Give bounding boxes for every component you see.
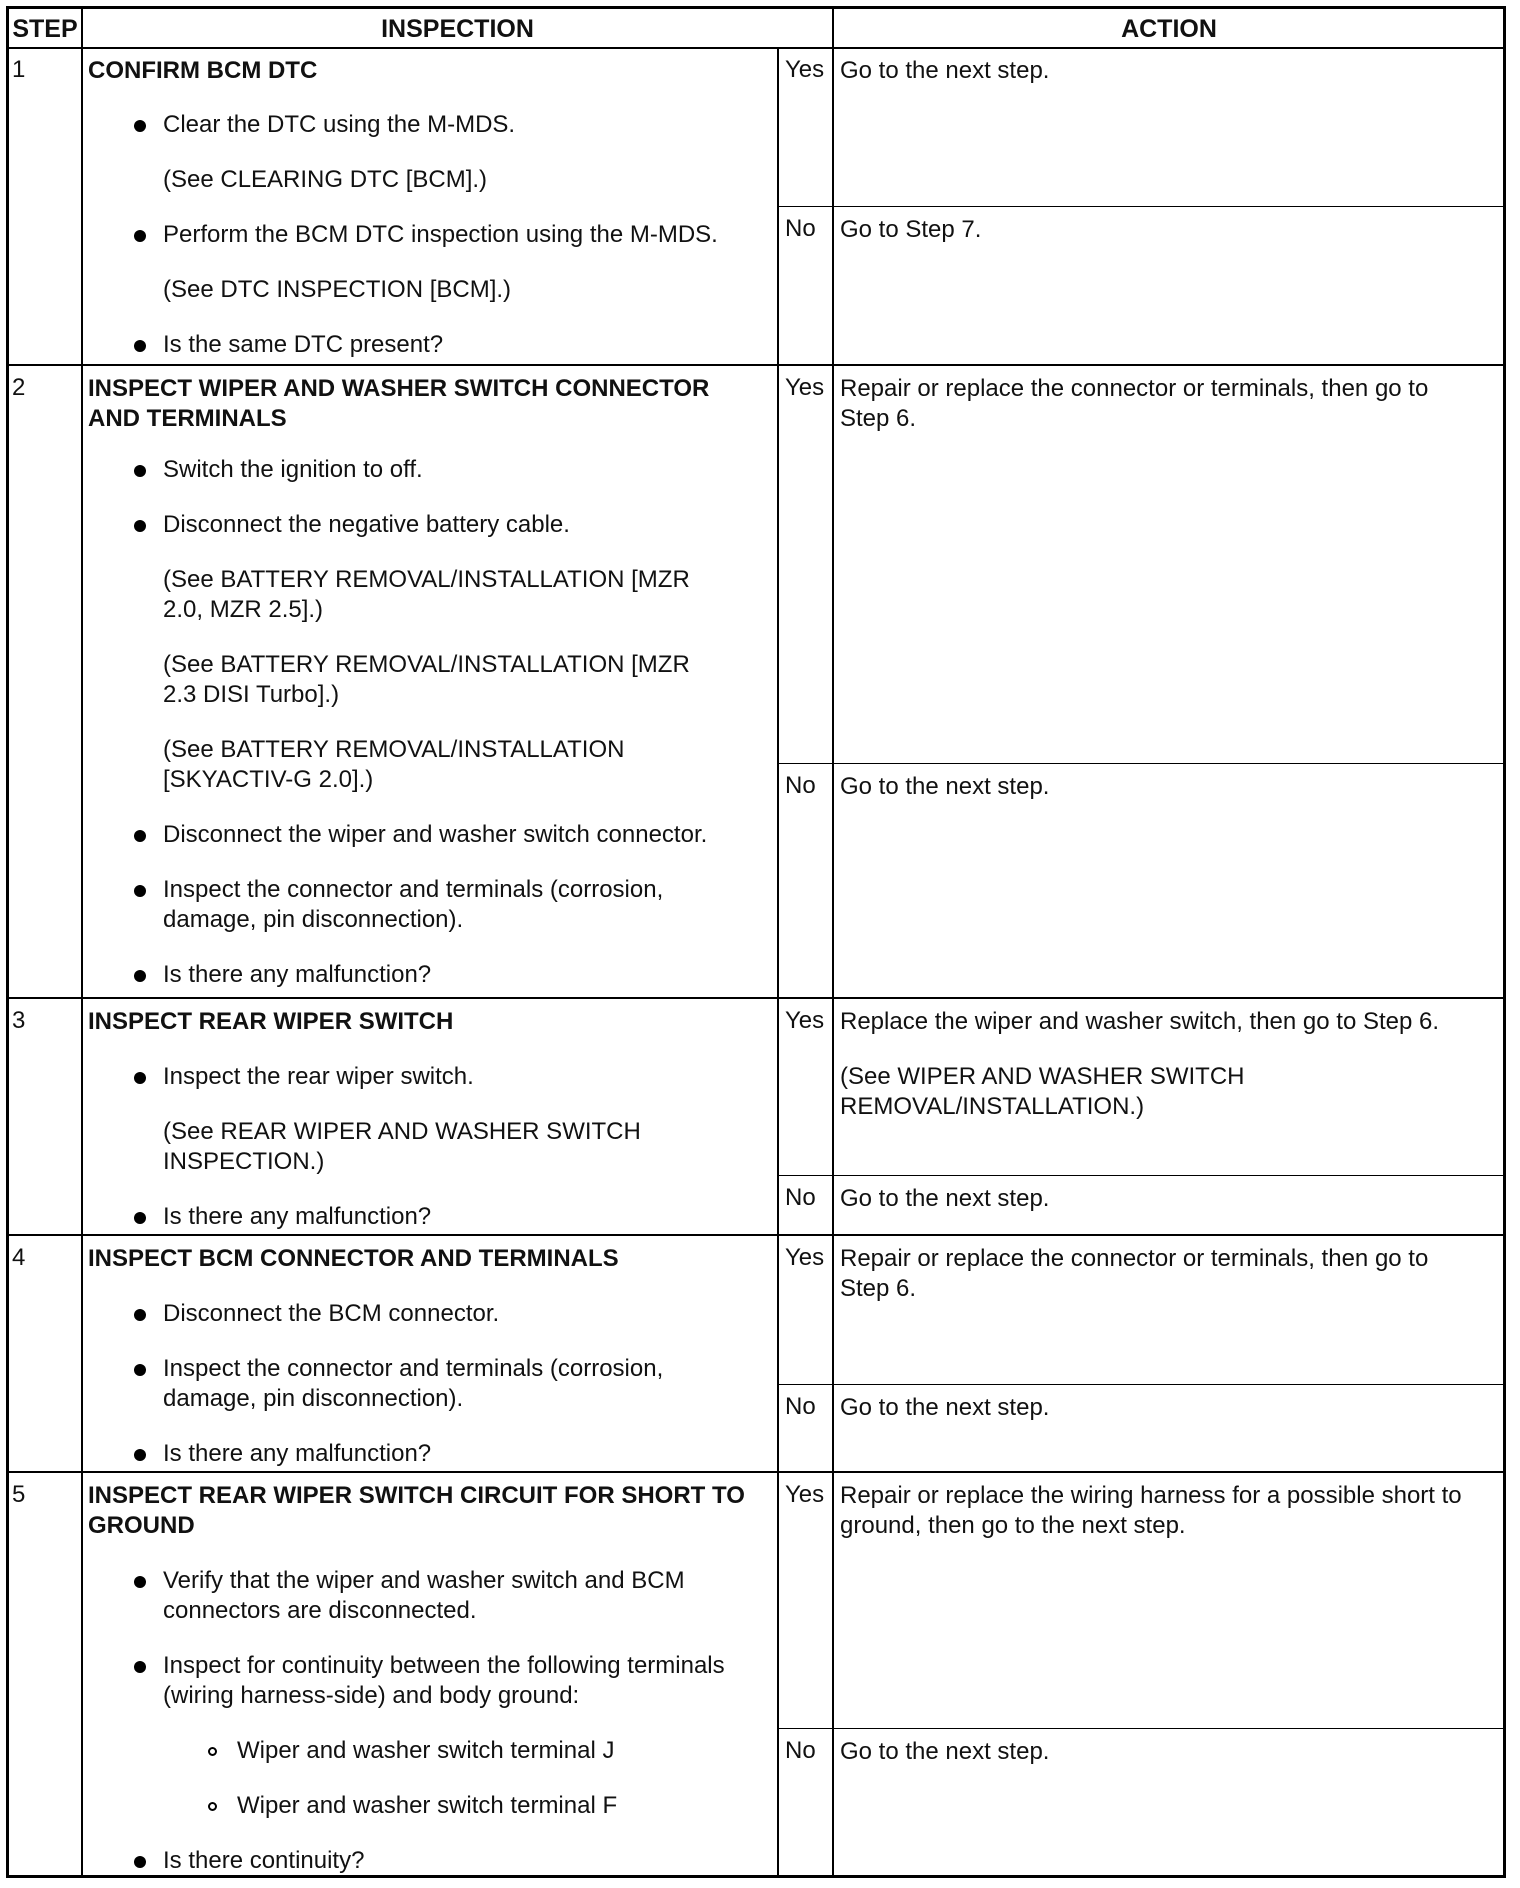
yes-action: Repair or replace the connector or terminals, then go to	[840, 375, 1429, 402]
step-item: (See DTC INSPECTION [BCM].)	[163, 276, 512, 303]
bullet-icon	[134, 465, 146, 477]
no-action: Go to the next step.	[840, 773, 1050, 800]
step-title: GROUND	[88, 1512, 195, 1539]
step-item: (See BATTERY REMOVAL/INSTALLATION [MZR	[163, 651, 690, 678]
bullet-icon	[134, 1072, 146, 1084]
step-item: 2.3 DISI Turbo].)	[163, 681, 340, 708]
yes-label: Yes	[785, 374, 825, 401]
step-item: Disconnect the negative battery cable.	[163, 511, 570, 538]
step-item: Inspect the rear wiper switch.	[163, 1063, 474, 1090]
step-item: Verify that the wiper and washer switch and BCM	[163, 1567, 685, 1594]
step-item: (See CLEARING DTC [BCM].)	[163, 166, 488, 193]
yes-label: Yes	[785, 1244, 825, 1271]
bullet-icon	[134, 1309, 146, 1321]
yes-action: REMOVAL/INSTALLATION.)	[840, 1093, 1145, 1120]
yes-action: Step 6.	[840, 405, 917, 432]
step-item: Perform the BCM DTC inspection using the M-MDS.	[163, 221, 718, 248]
row-divider	[6, 364, 1506, 366]
step-item: Is there any malfunction?	[163, 1203, 432, 1230]
no-label: No	[785, 215, 816, 242]
step-item: Is there continuity?	[163, 1847, 365, 1874]
header-inspection: INSPECTION	[381, 15, 534, 43]
row-divider	[6, 997, 1506, 999]
header-step: STEP	[12, 15, 78, 43]
step-item: connectors are disconnected.	[163, 1597, 477, 1624]
yes-action: ground, then go to the next step.	[840, 1512, 1186, 1539]
row-divider	[6, 1234, 1506, 1236]
step-item: damage, pin disconnection).	[163, 1385, 464, 1412]
step-item: Inspect the connector and terminals (corrosion,	[163, 1355, 664, 1382]
step-title: INSPECT REAR WIPER SWITCH	[88, 1008, 454, 1035]
bullet-icon	[134, 970, 146, 982]
step-title: INSPECT REAR WIPER SWITCH CIRCUIT FOR SHORT TO	[88, 1482, 745, 1509]
step-item: (wiring harness-side) and body ground:	[163, 1682, 580, 1709]
yes-action: Replace the wiper and washer switch, then go to Step 6.	[840, 1008, 1440, 1035]
col-divider-yesno	[777, 47, 779, 1878]
bullet-icon	[134, 520, 146, 532]
step-item: 2.0, MZR 2.5].)	[163, 596, 324, 623]
bullet-icon	[134, 885, 146, 897]
bullet-icon	[134, 1364, 146, 1376]
step-item: Is there any malfunction?	[163, 1440, 432, 1467]
bullet-icon	[134, 830, 146, 842]
step-item: Inspect for continuity between the following terminals	[163, 1652, 725, 1679]
step-title: INSPECT BCM CONNECTOR AND TERMINALS	[88, 1245, 619, 1272]
no-label: No	[785, 1737, 816, 1764]
yes-no-divider	[777, 763, 1506, 764]
no-action: Go to the next step.	[840, 1738, 1050, 1765]
step-item: Clear the DTC using the M-MDS.	[163, 111, 516, 138]
yes-no-divider	[777, 1728, 1506, 1729]
step-number: 4	[12, 1244, 26, 1271]
header-action: ACTION	[1121, 15, 1217, 43]
yes-action: Repair or replace the wiring harness for a possible short to	[840, 1482, 1462, 1509]
no-action: Go to the next step.	[840, 1394, 1050, 1421]
step-item: Inspect the connector and terminals (corrosion,	[163, 876, 664, 903]
step-number: 3	[12, 1007, 26, 1034]
yes-action: Go to the next step.	[840, 57, 1050, 84]
step-item: (See BATTERY REMOVAL/INSTALLATION	[163, 736, 625, 763]
step-item: INSPECTION.)	[163, 1148, 325, 1175]
header-divider	[6, 47, 1506, 49]
step-item: (See REAR WIPER AND WASHER SWITCH	[163, 1118, 641, 1145]
step-title: CONFIRM BCM DTC	[88, 57, 318, 84]
bullet-icon	[134, 1661, 146, 1673]
step-item: Disconnect the wiper and washer switch connector.	[163, 821, 708, 848]
no-action: Go to the next step.	[840, 1185, 1050, 1212]
col-divider-action	[832, 6, 834, 1878]
no-label: No	[785, 1393, 816, 1420]
bullet-icon	[134, 1449, 146, 1461]
sub-bullet-icon	[208, 1802, 217, 1811]
bullet-icon	[134, 1212, 146, 1224]
step-title: AND TERMINALS	[88, 405, 287, 432]
sub-bullet-icon	[208, 1747, 217, 1756]
step-item: Disconnect the BCM connector.	[163, 1300, 500, 1327]
col-divider-step	[81, 6, 83, 1878]
no-label: No	[785, 1184, 816, 1211]
step-title: INSPECT WIPER AND WASHER SWITCH CONNECTOR	[88, 375, 710, 402]
yes-action: Step 6.	[840, 1275, 917, 1302]
no-action: Go to Step 7.	[840, 216, 982, 243]
no-label: No	[785, 772, 816, 799]
step-subitem: Wiper and washer switch terminal J	[237, 1737, 615, 1764]
step-item: Is there any malfunction?	[163, 961, 432, 988]
step-item: Switch the ignition to off.	[163, 456, 423, 483]
yes-no-divider	[777, 1384, 1506, 1385]
step-subitem: Wiper and washer switch terminal F	[237, 1792, 618, 1819]
yes-label: Yes	[785, 1007, 825, 1034]
yes-label: Yes	[785, 56, 825, 83]
bullet-icon	[134, 230, 146, 242]
yes-action: (See WIPER AND WASHER SWITCH	[840, 1063, 1245, 1090]
bullet-icon	[134, 1576, 146, 1588]
yes-label: Yes	[785, 1481, 825, 1508]
step-item: Is the same DTC present?	[163, 331, 444, 358]
step-number: 2	[12, 374, 26, 401]
bullet-icon	[134, 120, 146, 132]
bullet-icon	[134, 340, 146, 352]
step-number: 1	[12, 56, 26, 83]
step-item: (See BATTERY REMOVAL/INSTALLATION [MZR	[163, 566, 690, 593]
yes-no-divider	[777, 1175, 1506, 1176]
step-number: 5	[12, 1481, 26, 1508]
yes-action: Repair or replace the connector or terminals, then go to	[840, 1245, 1429, 1272]
step-item: damage, pin disconnection).	[163, 906, 464, 933]
yes-no-divider	[777, 206, 1506, 207]
row-divider	[6, 1471, 1506, 1473]
step-item: [SKYACTIV-G 2.0].)	[163, 766, 374, 793]
bullet-icon	[134, 1856, 146, 1868]
